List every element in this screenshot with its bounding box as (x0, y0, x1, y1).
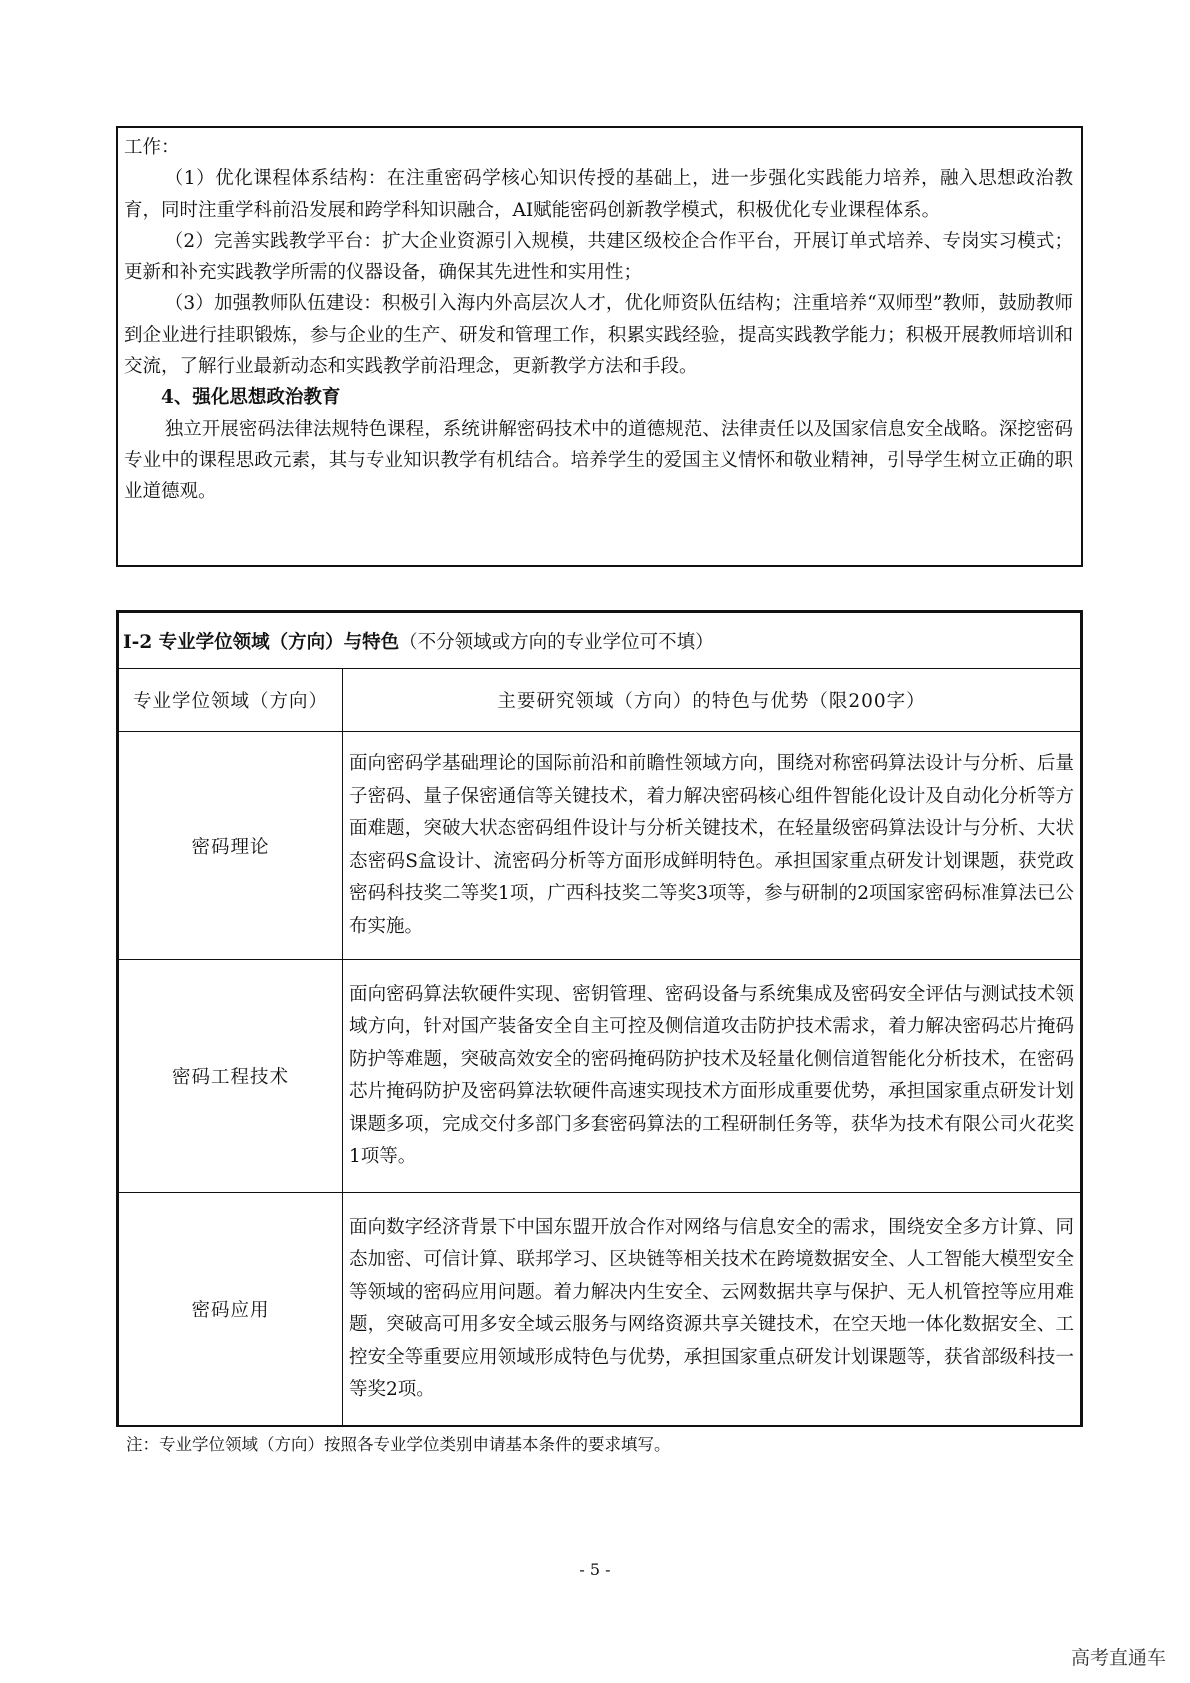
continued-section-box (116, 126, 1083, 567)
table-header-row (119, 669, 1081, 732)
item-1: （1）优化课程体系结构：在注重密码学核心知识传授的基础上，进一步强化实践能力培养，融入思想政治教育，同时注重学科前沿发展和跨学科知识融合，AI赋能密码创新教学模式，积极优化专业课程体系。 (124, 168, 1073, 221)
footnote: 注：专业学位领域（方向）按照各专业学位类别申请基本条件的要求填写。 (126, 1435, 671, 1454)
col2-header: 主要研究领域（方向）的特色与优势（限200字） (343, 669, 1081, 732)
field-name: 密码应用 (119, 1193, 343, 1426)
page-number: - 5 - (579, 1560, 611, 1579)
item-2: （2）完善实践教学平台：扩大企业资源引入规模，共建区级校企合作平台，开展订单式培养、专岗实习模式；更新和补充实践教学所需的仪器设备，确保其先进性和实用性； (124, 230, 1073, 284)
table-row (119, 732, 1081, 960)
table-title-note: （不分领域或方向的专业学位可不填） (399, 631, 714, 653)
item-3: （3）加强教师队伍建设：积极引入海内外高层次人才，优化师资队伍结构；注重培养“双师型”教师，鼓励教师到企业进行挂职锻炼，参与企业的生产、研发和管理工作，积累实践经验，提高实践教学能力；积极开展教师培训和交流，了解行业最新动态和实践教学前沿理念，更新教学方法和手段。 (124, 293, 1073, 378)
field-name: 密码工程技术 (119, 960, 343, 1193)
paragraph-4: 独立开展密码法律法规特色课程，系统讲解密码技术中的道德规范、法律责任以及国家信息安全战略。深挖密码专业中的课程思政元素，其与专业知识教学有机结合。培养学生的爱国主义情怀和敬业精神，引导学生树立正确的职业道德观。 (124, 418, 1073, 503)
table-row (119, 960, 1081, 1193)
watermark: 高考直通车 (1070, 1647, 1166, 1669)
heading-4: 4、强化思想政治教育 (161, 387, 341, 409)
intro-text: 工作： (124, 137, 180, 158)
field-name: 密码理论 (119, 732, 343, 960)
degree-field-table (118, 612, 1081, 1426)
table-title-bold: I-2 专业学位领域（方向）与特色 (123, 631, 400, 653)
degree-field-table-box (116, 610, 1083, 1427)
col1-header: 专业学位领域（方向） (119, 669, 343, 732)
field-description: 面向密码算法软硬件实现、密钥管理、密码设备与系统集成及密码安全评估与测试技术领域方向，针对国产装备安全自主可控及侧信道攻击防护技术需求，着力解决密码芯片掩码防护等难题，突破高效安全的密码掩码防护技术及轻量化侧信道智能化分析技术，在密码芯片掩码防护及密码算法软硬件高速实现技术方面形成重要优势，承担国家重点研发计划课题多项，完成交付多部门多套密码算法的工程研制任务等，获华为技术有限公司火花奖1项等。 (343, 960, 1081, 1193)
table-title (119, 613, 1081, 669)
field-description: 面向密码学基础理论的国际前沿和前瞻性领域方向，围绕对称密码算法设计与分析、后量子密码、量子保密通信等关键技术，着力解决密码核心组件智能化设计及自动化分析等方面难题，突破大状态密码组件设计与分析关键技术，在轻量级密码算法设计与分析、大状态密码S盒设计、流密码分析等方面形成鲜明特色。承担国家重点研发计划课题，获党政密码科技奖二等奖1项，广西科技奖二等奖3项等，参与研制的2项国家密码标准算法已公布实施。 (343, 732, 1081, 960)
field-description: 面向数字经济背景下中国东盟开放合作对网络与信息安全的需求，围绕安全多方计算、同态加密、可信计算、联邦学习、区块链等相关技术在跨境数据安全、人工智能大模型安全等领域的密码应用问题。着力解决内生安全、云网数据共享与保护、无人机管控等应用难题，突破高可用多安全域云服务与网络资源共享关键技术，在空天地一体化数据安全、工控安全等重要应用领域形成特色与优势，承担国家重点研发计划课题等，获省部级科技一等奖2项。 (343, 1193, 1081, 1426)
table-row (119, 1193, 1081, 1426)
